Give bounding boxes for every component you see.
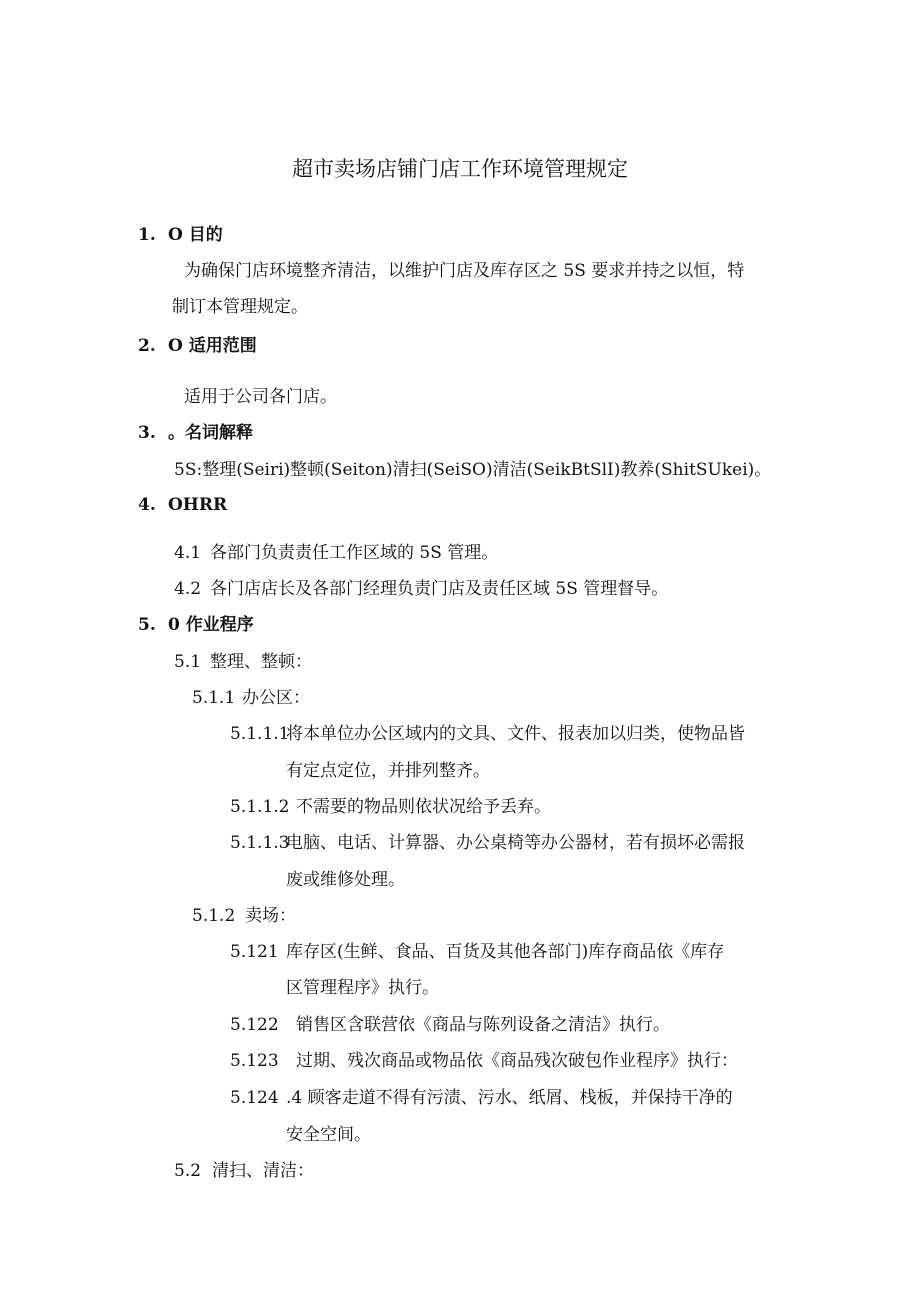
item-5-1-1-text: 办公区：	[242, 688, 310, 708]
item-5-1-2-4-line-2: 安全空间。	[286, 1125, 371, 1145]
section-1-number: 1.	[138, 225, 156, 245]
item-5-1-1-1-line-1: 将本单位办公区域内的文具、文件、报表加以归类，使物品皆	[286, 724, 745, 744]
item-4-1-text: 各部门负责责任工作区域的 5S 管理。	[210, 543, 499, 563]
item-5-1-1-3-line-2: 废或维修处理。	[286, 870, 405, 890]
item-5-1-1-number: 5.1.1	[192, 688, 236, 708]
item-5-1-1-1-line-2: 有定点定位，并排列整齐。	[286, 761, 490, 781]
item-5-1-text: 整理、整顿：	[210, 652, 312, 672]
item-4-1-number: 4.1	[174, 543, 202, 563]
item-5-1-2-4-line-1: .4 顾客走道不得有污渍、污水、纸屑、栈板，并保持干净的	[286, 1088, 733, 1108]
item-5-1-1-1-number: 5.1.1.1	[230, 724, 290, 744]
section-1-heading: O 目的	[168, 225, 223, 245]
item-5-1-1-3-line-1: 电脑、电话、计算器、办公桌椅等办公器材，若有损坏必需报	[286, 833, 745, 853]
section-2-heading: O 适用范围	[168, 336, 257, 356]
item-5-1-2-4-number: 5.124	[230, 1088, 279, 1108]
section-1-body-line-1: 为确保门店环境整齐清洁，以维护门店及库存区之 5S 要求并持之以恒，特	[184, 261, 745, 281]
item-5-1-2-1-line-2: 区管理程序》执行。	[286, 978, 439, 998]
item-5-1-2-3-text: 过期、残次商品或物品依《商品残次破包作业程序》执行：	[296, 1051, 738, 1071]
item-5-1-number: 5.1	[174, 652, 202, 672]
item-5-1-1-2-text: 不需要的物品则依状况给予丢弃。	[296, 797, 551, 817]
item-5-2-number: 5.2	[174, 1161, 202, 1181]
section-3-body: 5S:整理(Seiri)整顿(Seiton)清扫(SeiSO)清洁(SeikBtSlI)教养(ShitSUkei)。	[174, 460, 772, 480]
item-5-1-1-2-number: 5.1.1.2	[230, 797, 290, 817]
item-5-1-2-1-line-1: 库存区(生鲜、食品、百货及其他各部门)库存商品依《库存	[286, 942, 725, 962]
section-2-body: 适用于公司各门店。	[184, 387, 337, 407]
item-4-2-number: 4.2	[174, 579, 202, 599]
item-5-1-1-3-number: 5.1.1.3	[230, 833, 290, 853]
item-5-1-2-2-text: 销售区含联营依《商品与陈列设备之清洁》执行。	[296, 1015, 670, 1035]
item-5-1-2-text: 卖场：	[245, 906, 296, 926]
section-3-number: 3.	[138, 423, 156, 443]
item-5-1-2-1-number: 5.121	[230, 942, 279, 962]
item-5-2-text: 清扫、清洁：	[212, 1161, 314, 1181]
section-1-body-line-2: 制订本管理规定。	[172, 297, 308, 317]
item-5-1-2-3-number: 5.123	[230, 1051, 279, 1071]
section-2-number: 2.	[138, 336, 156, 356]
section-4-number: 4.	[138, 495, 156, 515]
page-title: 超市卖场店铺门店工作环境管理规定	[292, 157, 628, 181]
section-3-heading: 。名词解释	[168, 423, 253, 443]
item-5-1-2-2-number: 5.122	[230, 1015, 279, 1035]
item-4-2-text: 各门店店长及各部门经理负责门店及责任区域 5S 管理督导。	[210, 579, 669, 599]
item-5-1-2-number: 5.1.2	[192, 906, 236, 926]
section-4-heading: OHRR	[168, 495, 228, 515]
section-5-heading: 0 作业程序	[168, 615, 254, 635]
section-5-number: 5.	[138, 615, 156, 635]
